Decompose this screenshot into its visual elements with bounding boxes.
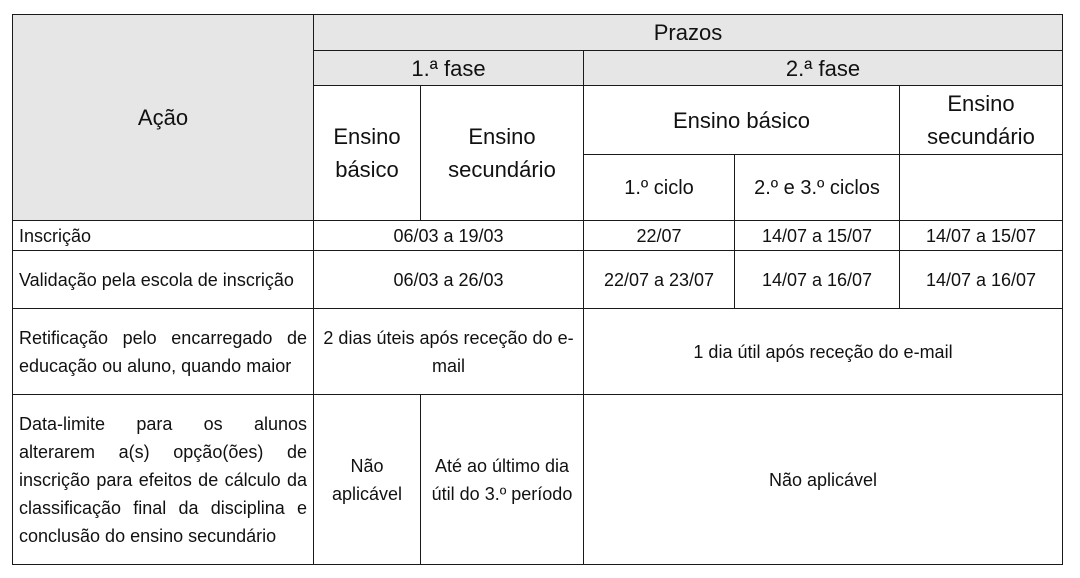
header-acao: Ação	[13, 15, 314, 221]
row-fase1-basico: Não aplicável	[314, 395, 421, 565]
row-ciclo23: 14/07 a 16/07	[735, 251, 900, 309]
table-row	[13, 221, 1063, 251]
header-fase2: 2.ª fase	[584, 51, 1063, 86]
row-acao: Inscrição	[13, 221, 314, 251]
row-fase1: 2 dias úteis após receção do e-mail	[314, 309, 584, 395]
table-row	[13, 395, 1063, 565]
row-acao: Data-limite para os alunos alterarem a(s) opção(ões) de inscrição para efeitos de cálculo da classificação final da disciplina e conclusão do ensino secundário	[13, 395, 314, 565]
row-secundario: 14/07 a 16/07	[900, 251, 1063, 309]
row-fase1: 06/03 a 26/03	[314, 251, 584, 309]
header-ciclo1: 1.º ciclo	[584, 155, 735, 221]
row-secundario: 14/07 a 15/07	[900, 221, 1063, 251]
row-fase1: 06/03 a 19/03	[314, 221, 584, 251]
table-row	[13, 251, 1063, 309]
header-ciclo23: 2.º e 3.º ciclos	[735, 155, 900, 221]
header-fase1-secundario: Ensino secundário	[421, 86, 584, 221]
header-fase1-basico: Ensino básico	[314, 86, 421, 221]
row-fase2: Não aplicável	[584, 395, 1063, 565]
row-ciclo1: 22/07	[584, 221, 735, 251]
deadlines-table	[12, 14, 1063, 565]
row-ciclo23: 14/07 a 15/07	[735, 221, 900, 251]
header-prazos: Prazos	[314, 15, 1063, 51]
row-ciclo1: 22/07 a 23/07	[584, 251, 735, 309]
row-fase2: 1 dia útil após receção do e-mail	[584, 309, 1063, 395]
row-acao: Validação pela escola de inscrição	[13, 251, 314, 309]
header-fase2-secundario: Ensino secundário	[900, 86, 1063, 155]
header-fase1: 1.ª fase	[314, 51, 584, 86]
row-fase1-secundario: Até ao último dia útil do 3.º período	[421, 395, 584, 565]
row-acao: Retificação pelo encarregado de educação ou aluno, quando maior	[13, 309, 314, 395]
header-empty-cell	[900, 155, 1063, 221]
table-row	[13, 309, 1063, 395]
header-fase2-basico: Ensino básico	[584, 86, 900, 155]
